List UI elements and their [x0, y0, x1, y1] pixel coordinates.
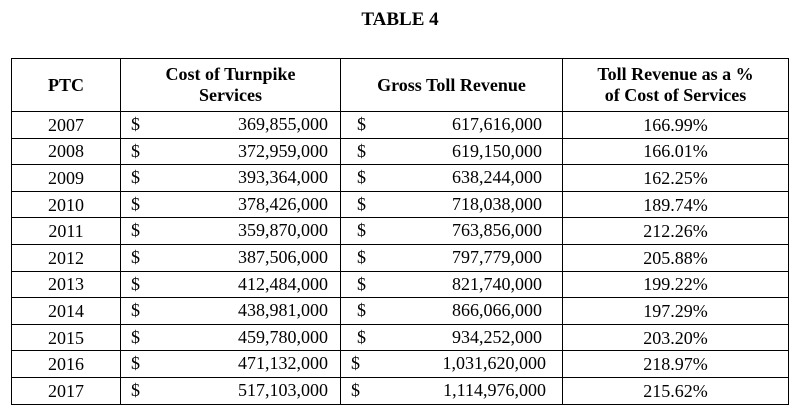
revenue-amount: 797,779,000 [452, 246, 542, 267]
table-body [12, 112, 789, 405]
table-row [12, 191, 789, 218]
table-row [12, 324, 789, 351]
cost-amount: 387,506,000 [238, 246, 328, 267]
pct-cell: 189.74% [563, 191, 789, 218]
column-header-ptc [12, 59, 121, 112]
year-cell: 2013 [12, 271, 121, 298]
year-cell: 2016 [12, 351, 121, 378]
revenue-amount: 763,856,000 [452, 220, 542, 241]
header-row [12, 59, 789, 112]
year-cell: 2008 [12, 138, 121, 165]
currency-symbol: $ [131, 193, 140, 214]
revenue-cell [341, 324, 563, 351]
revenue-amount: 638,244,000 [452, 167, 542, 188]
revenue-cell [341, 244, 563, 271]
cost-cell [121, 218, 341, 245]
cost-cell [121, 298, 341, 325]
column-header-revenue [341, 59, 563, 112]
cost-amount: 393,364,000 [238, 167, 328, 188]
table-row [12, 218, 789, 245]
table-title: TABLE 4 [361, 9, 439, 30]
currency-symbol: $ [357, 140, 366, 161]
pct-cell: 197.29% [563, 298, 789, 325]
table-row [12, 271, 789, 298]
year-cell: 2017 [12, 377, 121, 404]
pct-cell: 203.20% [563, 324, 789, 351]
column-header-revenue-label: Gross Toll Revenue [377, 74, 526, 95]
currency-symbol: $ [131, 246, 140, 267]
cost-cell [121, 138, 341, 165]
column-header-cost-line2: Services [199, 85, 262, 105]
cost-cell [121, 244, 341, 271]
year-cell: 2014 [12, 298, 121, 325]
year-cell: 2015 [12, 324, 121, 351]
currency-symbol: $ [131, 140, 140, 161]
pct-cell: 166.01% [563, 138, 789, 165]
cost-amount: 517,103,000 [238, 379, 328, 400]
cost-cell [121, 112, 341, 139]
table-row [12, 377, 789, 404]
cost-cell [121, 165, 341, 192]
currency-symbol: $ [131, 326, 140, 347]
revenue-amount: 821,740,000 [452, 273, 542, 294]
cost-amount: 459,780,000 [238, 326, 328, 347]
cost-cell [121, 271, 341, 298]
year-cell: 2009 [12, 165, 121, 192]
currency-symbol: $ [131, 273, 140, 294]
currency-symbol: $ [357, 326, 366, 347]
cost-cell [121, 377, 341, 404]
currency-symbol: $ [131, 114, 140, 134]
currency-symbol: $ [131, 353, 140, 374]
pct-cell: 166.99% [563, 112, 789, 139]
revenue-amount: 617,616,000 [452, 114, 542, 134]
column-header-pct-line1: Toll Revenue as a % [597, 64, 754, 84]
pct-cell: 218.97% [563, 351, 789, 378]
table-row [12, 112, 789, 139]
revenue-amount: 934,252,000 [452, 326, 542, 347]
revenue-cell [341, 271, 563, 298]
pct-cell: 212.26% [563, 218, 789, 245]
cost-cell [121, 324, 341, 351]
currency-symbol: $ [357, 114, 366, 134]
cost-amount: 378,426,000 [238, 193, 328, 214]
revenue-cell [341, 351, 563, 378]
column-header-pct-line2: of Cost of Services [604, 85, 747, 105]
revenue-amount: 1,114,976,000 [443, 379, 546, 400]
column-header-ptc-label: PTC [48, 74, 84, 95]
revenue-amount: 718,038,000 [452, 193, 542, 214]
column-header-pct [563, 59, 789, 112]
revenue-cell [341, 298, 563, 325]
toll-revenue-table [11, 58, 789, 405]
table-row [12, 298, 789, 325]
cost-cell [121, 351, 341, 378]
currency-symbol: $ [351, 379, 360, 400]
cost-amount: 359,870,000 [238, 220, 328, 241]
column-header-cost-line1: Cost of Turnpike [165, 64, 296, 84]
currency-symbol: $ [357, 167, 366, 188]
revenue-amount: 866,066,000 [452, 300, 542, 321]
cost-amount: 471,132,000 [238, 353, 328, 374]
currency-symbol: $ [357, 273, 366, 294]
revenue-amount: 1,031,620,000 [442, 353, 546, 374]
cost-amount: 412,484,000 [238, 273, 328, 294]
table-row [12, 138, 789, 165]
revenue-cell [341, 218, 563, 245]
table-row [12, 244, 789, 271]
revenue-cell [341, 191, 563, 218]
cost-amount: 369,855,000 [238, 114, 328, 134]
currency-symbol: $ [357, 300, 366, 321]
currency-symbol: $ [131, 300, 140, 321]
column-header-cost [121, 59, 341, 112]
year-cell: 2010 [12, 191, 121, 218]
pct-cell: 199.22% [563, 271, 789, 298]
revenue-cell [341, 165, 563, 192]
pct-cell: 162.25% [563, 165, 789, 192]
currency-symbol: $ [351, 353, 360, 374]
revenue-cell [341, 377, 563, 404]
currency-symbol: $ [131, 167, 140, 188]
table-row [12, 165, 789, 192]
table-row [12, 351, 789, 378]
currency-symbol: $ [357, 246, 366, 267]
currency-symbol: $ [357, 220, 366, 241]
revenue-cell [341, 138, 563, 165]
year-cell: 2007 [12, 112, 121, 139]
cost-amount: 372,959,000 [238, 140, 328, 161]
revenue-amount: 619,150,000 [452, 140, 542, 161]
currency-symbol: $ [131, 220, 140, 241]
currency-symbol: $ [131, 379, 140, 400]
cost-cell [121, 191, 341, 218]
cost-amount: 438,981,000 [238, 300, 328, 321]
currency-symbol: $ [357, 193, 366, 214]
pct-cell: 215.62% [563, 377, 789, 404]
revenue-cell [341, 112, 563, 139]
pct-cell: 205.88% [563, 244, 789, 271]
year-cell: 2011 [12, 218, 121, 245]
year-cell: 2012 [12, 244, 121, 271]
